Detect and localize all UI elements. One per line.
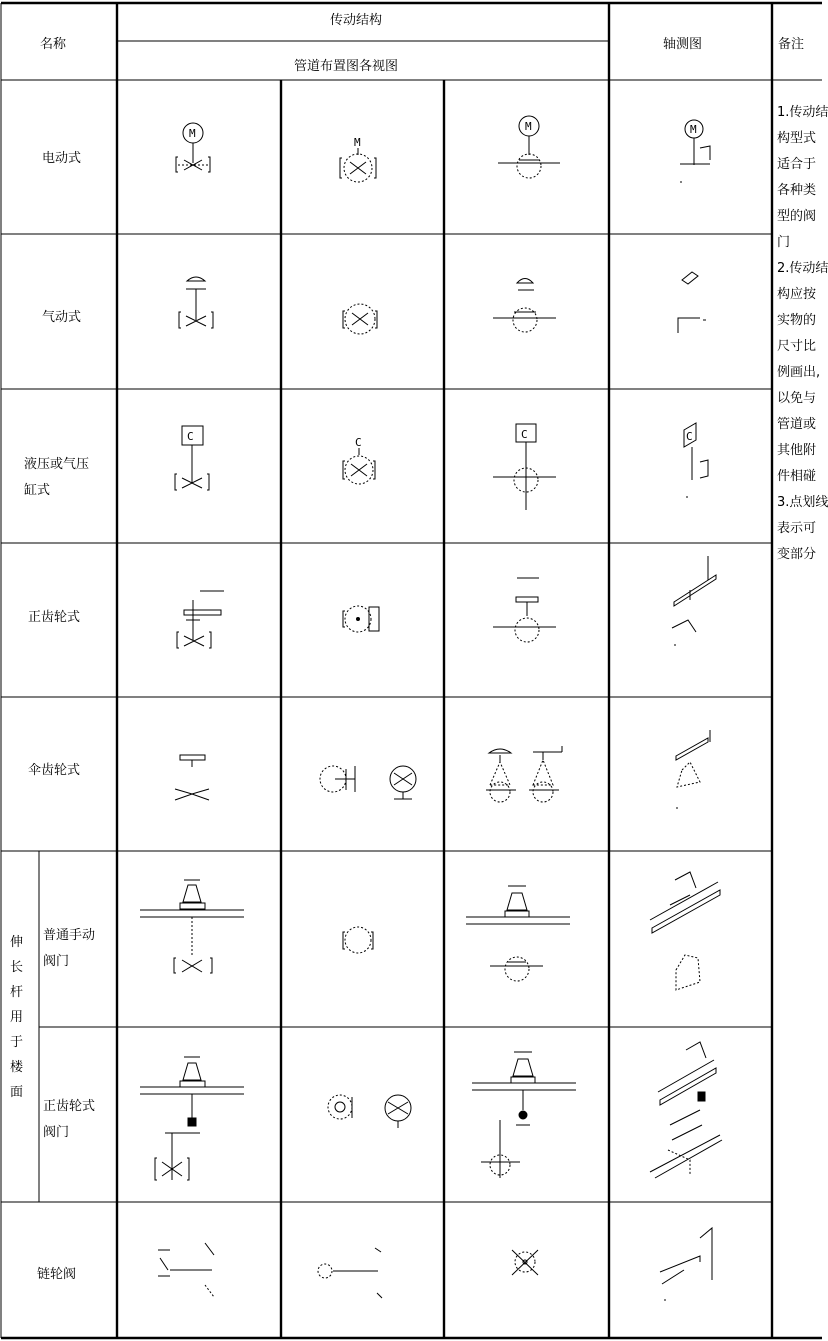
- electric-axonometric-symbol: [680, 120, 710, 182]
- cylinder-elevation-symbol: [175, 426, 209, 490]
- electric-elevation-symbol: [176, 123, 210, 172]
- svg-text:M: M: [525, 120, 532, 133]
- spur-gear-side-symbol: [493, 578, 556, 642]
- chain-valve-elevation-symbol: [158, 1243, 214, 1297]
- bevel-gear-side-symbol: [486, 746, 562, 802]
- row-name-cylinder: 液压或气压 缸式: [24, 457, 90, 498]
- electric-plan-symbol: [340, 136, 376, 182]
- remarks-column: 1.传动结 构型式 适合于 各种类 型的阀 门 2.传动结 构应按 实物的 尺寸比 例画出, 以免与 管道或 其他附 件相碰 3.点划线 表示可 变部分: [777, 105, 828, 562]
- spur-extension-axonometric-symbol: [650, 1042, 722, 1178]
- spur-gear-elevation-symbol: [177, 591, 224, 648]
- manual-extension-side-symbol: [466, 886, 570, 981]
- header-transmission: 传动结构: [330, 13, 383, 28]
- bevel-gear-plan-symbol: [320, 766, 416, 799]
- spur-gear-axonometric-symbol: [672, 556, 716, 645]
- manual-extension-axonometric-symbol: [650, 872, 720, 990]
- spur-extension-plan-symbol: [328, 1095, 411, 1128]
- spur-extension-elevation-symbol: [140, 1057, 244, 1180]
- bevel-gear-axonometric-symbol: [676, 730, 710, 808]
- cylinder-plan-symbol: [343, 436, 375, 484]
- spur-extension-side-symbol: [472, 1052, 576, 1178]
- svg-text:M: M: [354, 136, 361, 149]
- row-name-bevel-gear: 伞齿轮式: [28, 763, 81, 778]
- bevel-gear-elevation-symbol: [175, 755, 209, 800]
- electric-side-symbol: [498, 116, 560, 178]
- cylinder-axonometric-symbol: [684, 423, 708, 497]
- svg-text:C: C: [355, 436, 362, 449]
- row-name-spur-gear: 正齿轮式: [28, 610, 81, 625]
- svg-text:M: M: [189, 127, 196, 140]
- pneumatic-elevation-symbol: [179, 277, 213, 328]
- header-remarks: 备注: [778, 37, 805, 52]
- chain-valve-plan-symbol: [318, 1248, 382, 1298]
- spur-gear-plan-symbol: [343, 606, 379, 632]
- row-name-manual-valve: 普通手动 阀门: [43, 928, 96, 969]
- manual-extension-elevation-symbol: [140, 880, 244, 973]
- svg-text:M: M: [690, 123, 697, 136]
- chain-valve-axonometric-symbol: [660, 1228, 712, 1300]
- row-name-pneumatic: 气动式: [42, 310, 82, 325]
- row-name-chain-valve: 链轮阀: [37, 1267, 77, 1282]
- header-name: 名称: [40, 37, 67, 52]
- cylinder-side-symbol: [493, 424, 556, 510]
- pneumatic-axonometric-symbol: [678, 272, 706, 333]
- svg-text:C: C: [686, 430, 693, 443]
- svg-text:C: C: [187, 430, 194, 443]
- row-name-spur-gear-valve: 正齿轮式 阀门: [43, 1099, 96, 1140]
- header-axonometric: 轴测图: [663, 37, 703, 52]
- manual-extension-plan-symbol: [343, 927, 373, 953]
- pneumatic-side-symbol: [493, 279, 556, 333]
- row-name-electric: 电动式: [42, 151, 82, 166]
- chain-valve-side-symbol: [512, 1250, 538, 1275]
- pneumatic-plan-symbol: [343, 304, 377, 334]
- header-pipe-views: 管道布置图各视图: [294, 59, 399, 74]
- group-extension-rod: 伸 长 杆 用 于 楼 面: [10, 935, 24, 1100]
- svg-text:C: C: [521, 428, 528, 441]
